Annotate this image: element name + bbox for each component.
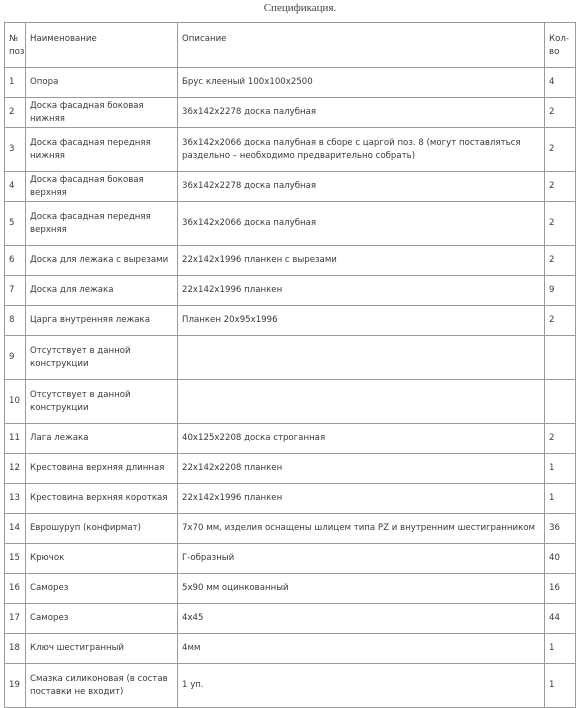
table-row: [5, 604, 576, 634]
column-header-qty: Кол-во: [545, 23, 576, 68]
cell-num: 12: [5, 454, 26, 484]
cell-qty: 16: [545, 574, 576, 604]
cell-name: Опора: [26, 68, 178, 98]
cell-desc: 4х45: [178, 604, 545, 634]
cell-name: Смазка силиконовая (в состав поставки не входит): [26, 664, 178, 708]
cell-qty: 1: [545, 634, 576, 664]
cell-name: Еврошуруп (конфирмат): [26, 514, 178, 544]
cell-desc: Брус клееный 100х100х2500: [178, 68, 545, 98]
cell-num: 10: [5, 380, 26, 424]
cell-desc: 4мм: [178, 634, 545, 664]
cell-qty: 36: [545, 514, 576, 544]
cell-num: 5: [5, 202, 26, 246]
cell-num: 14: [5, 514, 26, 544]
cell-name: Саморез: [26, 574, 178, 604]
cell-num: 19: [5, 664, 26, 708]
cell-name: Доска для лежака с вырезами: [26, 246, 178, 276]
cell-num: 7: [5, 276, 26, 306]
column-header-name: Наименование: [26, 23, 178, 68]
table-row: [5, 202, 576, 246]
table-row: [5, 246, 576, 276]
table-row: [5, 514, 576, 544]
column-header-desc: Описание: [178, 23, 545, 68]
cell-name: Ключ шестигранный: [26, 634, 178, 664]
table-row: [5, 544, 576, 574]
table-row: [5, 306, 576, 336]
cell-num: 16: [5, 574, 26, 604]
cell-qty: 40: [545, 544, 576, 574]
cell-qty: 44: [545, 604, 576, 634]
cell-qty: 1: [545, 484, 576, 514]
cell-qty: 4: [545, 68, 576, 98]
cell-qty: 1: [545, 454, 576, 484]
cell-qty: 2: [545, 202, 576, 246]
column-header-num: № поз: [5, 23, 26, 68]
cell-desc: 22х142х1996 планкен с вырезами: [178, 246, 545, 276]
table-row: [5, 424, 576, 454]
cell-num: 1: [5, 68, 26, 98]
cell-qty: [545, 380, 576, 424]
cell-num: 9: [5, 336, 26, 380]
cell-num: 18: [5, 634, 26, 664]
table-row: [5, 336, 576, 380]
table-row: [5, 68, 576, 98]
cell-name: Лага лежака: [26, 424, 178, 454]
cell-desc: 36х142х2066 доска палубная: [178, 202, 545, 246]
cell-qty: 2: [545, 98, 576, 128]
table-row: [5, 484, 576, 514]
specification-table: [4, 22, 576, 708]
cell-num: 17: [5, 604, 26, 634]
cell-desc: 22х142х1996 планкен: [178, 484, 545, 514]
cell-desc: 40х125х2208 доска строганная: [178, 424, 545, 454]
table-row: [5, 380, 576, 424]
cell-qty: 2: [545, 172, 576, 202]
cell-num: 3: [5, 128, 26, 172]
cell-desc: Г-образный: [178, 544, 545, 574]
table-body: [5, 68, 576, 708]
table-row: [5, 128, 576, 172]
cell-name: Крючок: [26, 544, 178, 574]
cell-desc: [178, 380, 545, 424]
cell-num: 2: [5, 98, 26, 128]
cell-name: Доска фасадная боковая верхняя: [26, 172, 178, 202]
cell-name: Крестовина верхняя короткая: [26, 484, 178, 514]
cell-desc: [178, 336, 545, 380]
table-caption: Спецификация.: [263, 2, 337, 14]
cell-desc: 5х90 мм оцинкованный: [178, 574, 545, 604]
cell-desc: 36х142х2278 доска палубная: [178, 172, 545, 202]
cell-qty: 2: [545, 246, 576, 276]
cell-num: 13: [5, 484, 26, 514]
cell-qty: 1: [545, 664, 576, 708]
cell-qty: 2: [545, 306, 576, 336]
cell-name: Доска фасадная передняя нижняя: [26, 128, 178, 172]
cell-desc: 36х142х2278 доска палубная: [178, 98, 545, 128]
cell-name: Отсутствует в данной конструкции: [26, 336, 178, 380]
table-row: [5, 98, 576, 128]
table-row: [5, 172, 576, 202]
cell-desc: 7х70 мм, изделия оснащены шлицем типа PZ и внутренним шестигранником: [178, 514, 545, 544]
cell-name: Крестовина верхняя длинная: [26, 454, 178, 484]
cell-qty: 2: [545, 128, 576, 172]
cell-num: 11: [5, 424, 26, 454]
cell-desc: 22х142х2208 планкен: [178, 454, 545, 484]
cell-name: Доска фасадная боковая нижняя: [26, 98, 178, 128]
cell-desc: 36х142х2066 доска палубная в сборе с царгой поз. 8 (могут поставляться раздельно – необходимо предварительно собрать): [178, 128, 545, 172]
cell-name: Царга внутренняя лежака: [26, 306, 178, 336]
cell-num: 6: [5, 246, 26, 276]
cell-qty: 9: [545, 276, 576, 306]
cell-desc: Планкен 20х95х1996: [178, 306, 545, 336]
table-row: [5, 574, 576, 604]
cell-num: 8: [5, 306, 26, 336]
table-row: [5, 276, 576, 306]
table-row: [5, 664, 576, 708]
table-row: [5, 634, 576, 664]
cell-desc: 22х142х1996 планкен: [178, 276, 545, 306]
cell-name: Отсутствует в данной конструкции: [26, 380, 178, 424]
cell-name: Саморез: [26, 604, 178, 634]
cell-name: Доска для лежака: [26, 276, 178, 306]
table-row: [5, 454, 576, 484]
table-header-row: [5, 23, 576, 68]
cell-num: 15: [5, 544, 26, 574]
cell-name: Доска фасадная передняя верхняя: [26, 202, 178, 246]
cell-desc: 1 уп.: [178, 664, 545, 708]
cell-qty: [545, 336, 576, 380]
cell-num: 4: [5, 172, 26, 202]
cell-qty: 2: [545, 424, 576, 454]
